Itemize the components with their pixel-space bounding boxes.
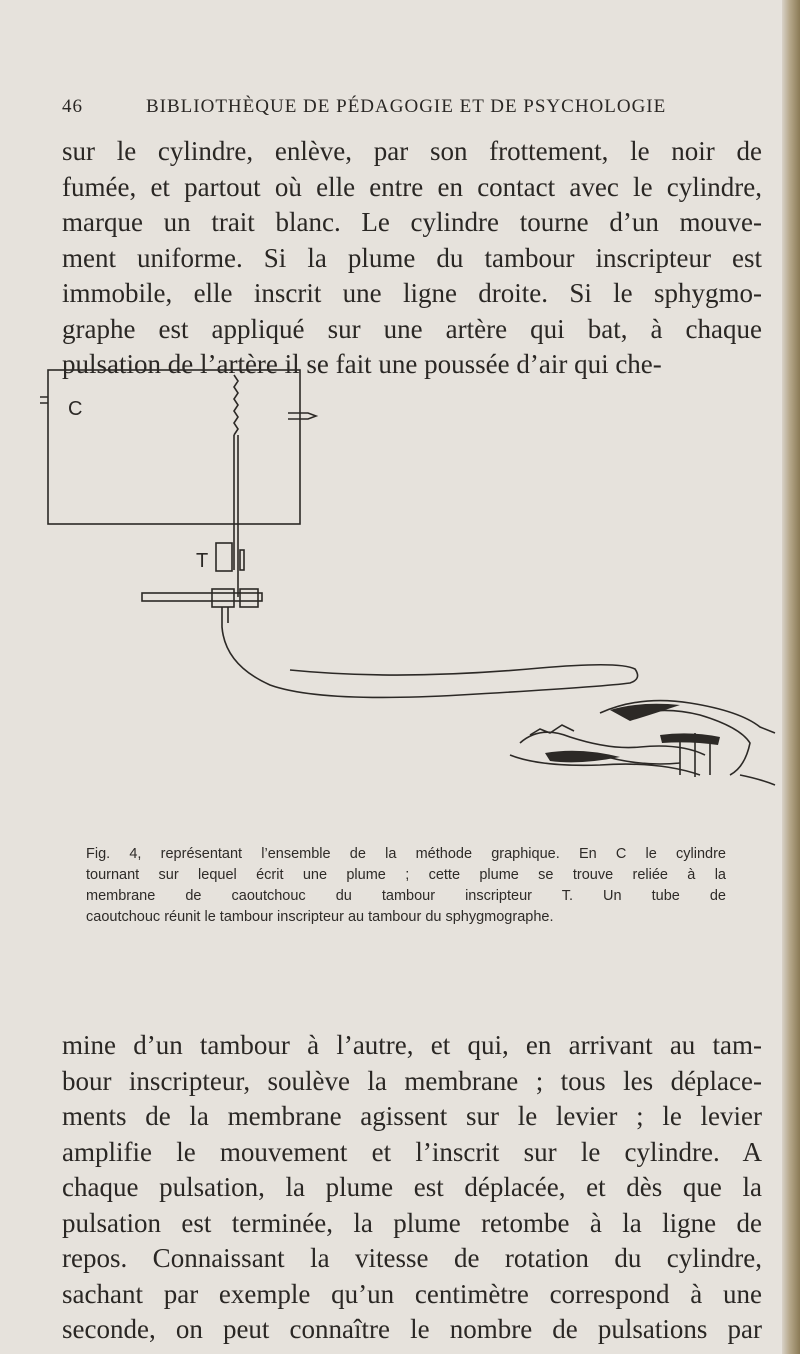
text-line: fumée, et partout où elle entre en contact avec le cylindre, <box>62 171 762 202</box>
arrow-right <box>288 413 316 419</box>
paragraph-bottom <box>62 1028 762 1348</box>
tambour-inscripteur <box>216 543 232 571</box>
arrow-left <box>40 397 48 403</box>
label-t: T <box>196 550 209 572</box>
pen-trace <box>234 375 238 435</box>
text-line: bour inscripteur, soulève la membrane ; tous les déplace- <box>62 1065 762 1096</box>
text-line: repos. Connaissant la vitesse de rotation du cylindre, <box>62 1243 762 1273</box>
text-line: pulsation est terminée, la plume retombe à la ligne de <box>62 1207 762 1238</box>
paragraph-top <box>62 134 762 383</box>
text-line: sachant par exemple qu’un centimètre correspond à une <box>62 1278 762 1309</box>
figure-graphic-method <box>40 365 780 790</box>
text-line: seconde, on peut connaître le nombre de pulsations par <box>62 1314 762 1344</box>
text-line: marque un trait blanc. Le cylindre tourne d’un mouve- <box>62 207 762 237</box>
text-line: graphe est appliqué sur une artère qui bat, à chaque <box>62 313 762 344</box>
caption-line: caoutchouc réunit le tambour inscripteur au tambour du sphygmographe. <box>86 909 554 925</box>
label-c: C <box>68 398 83 420</box>
page-number: 46 <box>62 96 83 117</box>
page-edge <box>782 0 800 1354</box>
running-head: BIBLIOTHÈQUE DE PÉDAGOGIE ET DE PSYCHOLOGIE <box>146 96 667 117</box>
text-line: amplifie le mouvement et l’inscrit sur le cylindre. A <box>62 1136 762 1167</box>
cylinder-box <box>48 370 300 524</box>
rubber-tube <box>222 607 638 697</box>
text-line: sur le cylindre, enlève, par son frottement, le noir de <box>62 136 762 166</box>
support-bar <box>142 593 262 601</box>
caption-line: tournant sur lequel écrit une plume ; cette plume se trouve reliée à la <box>86 867 726 883</box>
page-header <box>62 96 762 122</box>
text-line: chaque pulsation, la plume est déplacée, et dès que la <box>62 1172 762 1202</box>
figure-caption <box>86 844 726 928</box>
text-line: ment uniforme. Si la plume du tambour inscripteur est <box>62 242 762 273</box>
caption-line: membrane de caoutchouc du tambour inscripteur T. Un tube de <box>86 888 726 904</box>
text-line: mine d’un tambour à l’autre, et qui, en arrivant au tam- <box>62 1030 762 1060</box>
caption-line: Fig. 4, représentant l’ensemble de la méthode graphique. En C le cylindre <box>86 846 726 862</box>
figure-illustration <box>40 365 780 790</box>
text-line: immobile, elle inscrit une ligne droite. Si le sphygmo- <box>62 278 762 308</box>
text-line: ments de la membrane agissent sur le levier ; le levier <box>62 1101 762 1131</box>
text-line: pulsation de l’artère il se fait une poussée d’air qui che- <box>62 349 662 379</box>
